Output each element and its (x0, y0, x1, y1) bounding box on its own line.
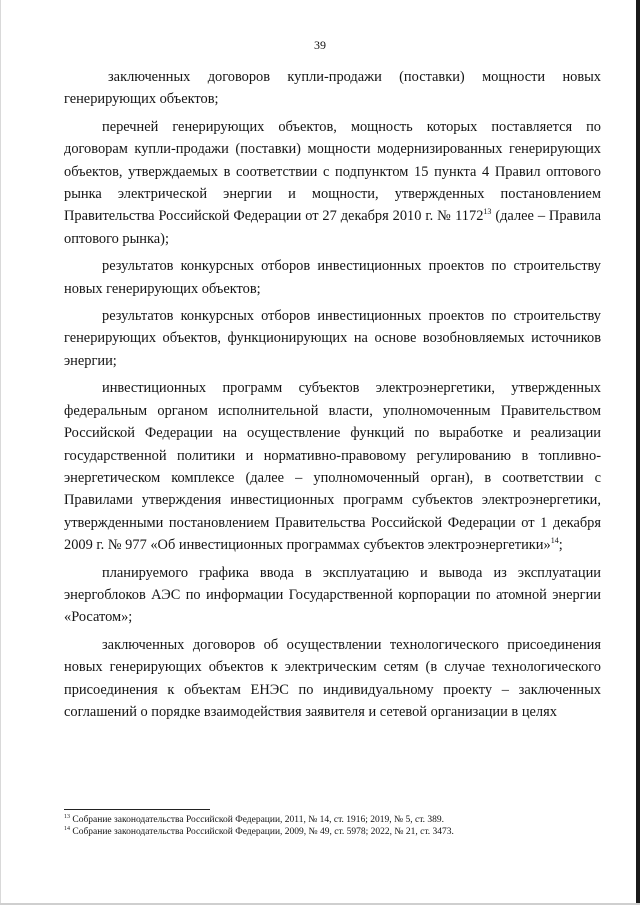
paragraph-tail: ; (558, 537, 563, 554)
scan-left-edge (0, 0, 1, 905)
paragraph-text: заключенных договоров об осуществлении технологического присоединения новых генерирующих объектов к электрическим сетям (в случае технологического присоединения к объектам ЕНЭС по индивидуальному проекту – заключенных соглашений о порядке взаимодействия заявителя и сетевой организации в целях (64, 636, 601, 720)
page-number: 39 (314, 38, 326, 52)
footnote-13 (64, 814, 601, 826)
scan-right-edge (636, 0, 640, 905)
footnote-text: Собрание законодательства Российской Федерации, 2011, № 14, ст. 1916; 2019, № 5, ст. 389. (70, 815, 445, 825)
paragraph-generator-lists (64, 116, 601, 250)
footnotes (64, 814, 601, 838)
paragraph-text: инвестиционных программ субъектов электроэнергетики, утвержденных федеральным органом исполнительной власти, уполномоченным Правительством Российской Федерации на осуществление функций по выработке и реализации государственной политики и нормативно-правовому регулированию в топливно-энергетическом комплексе (далее – уполномоченный орган), в соответствии с Правилами утверждения инвестиционных программ субъектов электроэнергетики, утвержденными постановлением Правительства Российской Федерации от 1 декабря 2009 г. № 977 «Об инвестиционных программах субъектов электроэнергетики» (64, 380, 601, 554)
paragraph-text: перечней генерирующих объектов, мощность которых поставляется по договорам купли-продажи (поставки) мощности модернизированных генерирующих объектов, утверждаемых в соответствии с подпунктом 15 пункта 4 Правил оптового рынка электрической энергии и мощности, утвержденных постановлением Правительства Российской Федерации от 27 декабря 2010 г. № 1172 (64, 118, 601, 225)
footnote-separator (64, 809, 210, 810)
paragraph-competitive-selection (64, 255, 601, 300)
paragraph-renewable-selection (64, 305, 601, 372)
paragraph-text: заключенных договоров купли-продажи (поставки) мощности новых генерирующих объектов; (64, 69, 601, 108)
footnote-text: Собрание законодательства Российской Федерации, 2009, № 49, ст. 5978; 2022, № 21, ст. 3473. (70, 827, 454, 837)
footnote-number: 13 (64, 813, 70, 820)
paragraph-text: планируемого графика ввода в эксплуатацию и вывода из эксплуатации энергоблоков АЭС по информации Государственной корпорации по атомной энергии «Росатом»; (64, 564, 601, 626)
paragraph-contracts (64, 66, 601, 111)
footnote-number: 14 (64, 825, 70, 832)
document-body (64, 66, 601, 728)
paragraph-tail: (далее – Правила оптового рынка); (64, 208, 601, 247)
paragraph-grid-connection (64, 634, 601, 724)
footnote-ref-13[interactable]: 13 (483, 207, 492, 217)
paragraph-text: результатов конкурсных отборов инвестиционных проектов по строительству новых генерирующих объектов; (64, 258, 601, 297)
footnote-ref-14[interactable]: 14 (550, 536, 559, 546)
paragraph-text: результатов конкурсных отборов инвестиционных проектов по строительству генерирующих объектов, функционирующих на основе возобновляемых источников энергии; (64, 308, 601, 369)
footnote-14 (64, 826, 601, 838)
paragraph-investment-programs (64, 377, 601, 556)
paragraph-npp-schedule (64, 562, 601, 629)
